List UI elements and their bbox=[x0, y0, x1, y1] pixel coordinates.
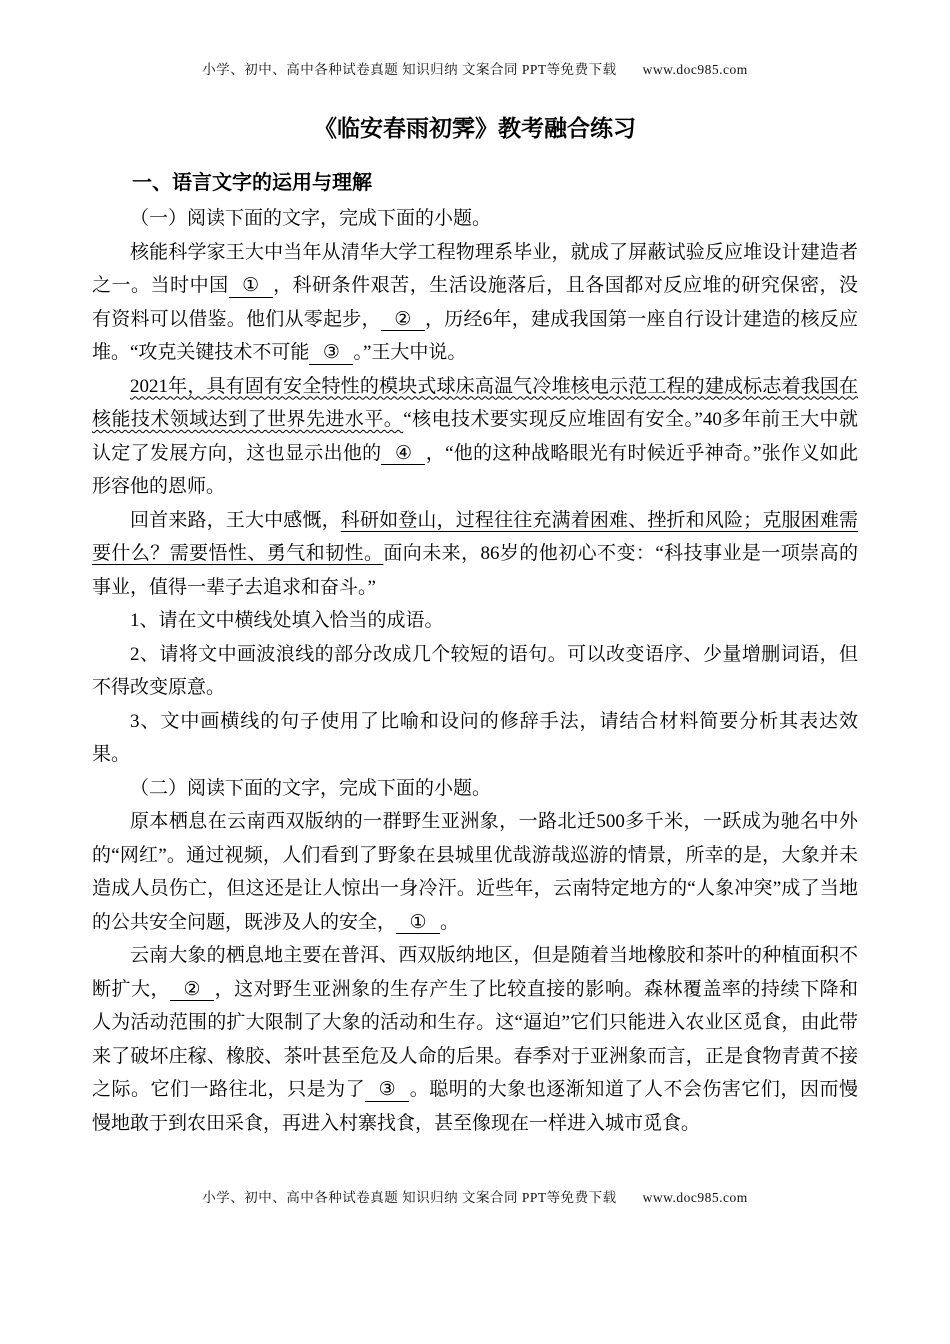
text-run: 。聪明的大象也逐渐知道了人不会伤害它们，因而慢慢地敢于到农田采食，再进入村寨找食，甚至像现在一样进入城市觅食。 bbox=[92, 1079, 858, 1134]
text-run: 面向未来，86岁的他初心不变：“科技事业是一项崇高的事业，值得一辈子去追求和奋斗。” bbox=[92, 543, 858, 598]
fill-in-blank-5 bbox=[396, 912, 440, 935]
fill-in-blank-7 bbox=[365, 1079, 409, 1102]
circled-number-1b: ① bbox=[409, 911, 427, 933]
paragraph-elephants-2 bbox=[92, 939, 858, 1140]
text-run: 。 bbox=[440, 911, 460, 933]
fill-in-blank-2 bbox=[381, 309, 425, 332]
text-run: 回首来路，王大中感慨， bbox=[130, 509, 341, 531]
question-3: 3、文中画横线的句子使用了比喻和设问的修辞手法，请结合材料简要分析其表达效果。 bbox=[92, 710, 858, 765]
header-text: 小学、初中、高中各种试卷真题 知识归纳 文案合同 PPT等免费下载 bbox=[202, 62, 617, 77]
circled-number-2b: ② bbox=[183, 978, 201, 1000]
text-run: 。”王大中说。 bbox=[353, 342, 467, 363]
question-1: 1、请在文中横线处填入恰当的成语。 bbox=[130, 610, 444, 631]
header-site-url: www.doc985.com bbox=[642, 62, 748, 77]
paragraph-elephants-1 bbox=[92, 805, 858, 939]
circled-number-1: ① bbox=[242, 275, 260, 296]
footer-site-url: www.doc985.com bbox=[642, 1190, 748, 1205]
text-run: 云南大象的栖息地主要在普洱、西双版纳地区，但是随着当地橡胶和茶叶的种植面积不断扩大， bbox=[92, 945, 858, 1000]
text-run: ，科研条件艰苦，生活设施落后，且各国都对反应堆的研究保密，没有资料可以借鉴。他们从零起步， bbox=[92, 275, 858, 330]
question-2: 2、请将文中画波浪线的部分改成几个较短的语句。可以改变语序、少量增删词语，但不得改变原意。 bbox=[92, 643, 858, 698]
section-heading-language-use: 一、语言文字的运用与理解 bbox=[132, 172, 372, 194]
page-title: 《临安春雨初霁》教考融合练习 bbox=[314, 116, 636, 141]
page-footer bbox=[0, 1186, 950, 1206]
circled-number-3b: ③ bbox=[378, 1079, 396, 1100]
fill-in-blank-1 bbox=[229, 275, 273, 298]
page-header bbox=[92, 58, 858, 78]
text-run: “核电技术要实现反应堆固有安全。”40多年前王大中就认定了发展方向，这也显示出他的 bbox=[92, 409, 858, 464]
text-run: ，这对野生亚洲象的生存产生了比较直接的影响。森林覆盖率的持续下降和人为活动范围的扩大限制了大象的活动和生存。这“逼迫”它们只能进入农业区觅食，由此带来了破坏庄稼、橡胶、茶叶甚至危及人命的后果。春季对于亚洲象而言，正是食物青黄不接之际。它们一路往北，只是为了 bbox=[92, 978, 858, 1100]
text-run: ，“他的这种战略眼光有时候近乎神奇。”张作义如此形容他的恩师。 bbox=[92, 442, 858, 497]
wavy-underlined-sentence: 2021年，具有固有安全特性的模块式球床高温气冷堆核电示范工程的建成标志着我国在核能技术领域达到了世界先进水平。 bbox=[92, 375, 858, 430]
underlined-sentence: 科研如登山，过程往往充满着困难、挫折和风险；克服困难需要什么？需要悟性、勇气和韧性。 bbox=[92, 509, 858, 564]
part2-intro: （二）阅读下面的文字，完成下面的小题。 bbox=[130, 777, 492, 799]
footer-text: 小学、初中、高中各种试卷真题 知识归纳 文案合同 PPT等免费下载 bbox=[202, 1190, 617, 1205]
text-run: 原本栖息在云南西双版纳的一群野生亚洲象，一路北迁500多千米，一跃成为驰名中外的“网红”。通过视频，人们看到了野象在县城里优哉游哉巡游的情景，所幸的是，大象并未造成人员伤亡，但这还是让人惊出一身冷汗。近些年，云南特定地方的“人象冲突”成了当地的公共安全问题，既涉及人的安全， bbox=[92, 811, 858, 933]
text-run: ，历经6年，建成我国第一座自行设计建造的核反应堆。“攻克关键技术不可能 bbox=[92, 308, 858, 363]
paragraph-nuclear-scientist bbox=[92, 236, 858, 370]
circled-number-3: ③ bbox=[322, 342, 340, 363]
text-run: 核能科学家王大中当年从清华大学工程物理系毕业，就成了屏蔽试验反应堆设计建造者之一。当时中国 bbox=[92, 241, 858, 296]
paragraph-2021-reactor bbox=[92, 370, 858, 504]
fill-in-blank-6 bbox=[170, 979, 214, 1002]
part1-intro: （一）阅读下面的文字，完成下面的小题。 bbox=[130, 208, 492, 229]
fill-in-blank-4 bbox=[381, 443, 425, 466]
circled-number-2: ② bbox=[394, 308, 412, 330]
circled-number-4: ④ bbox=[394, 442, 412, 464]
paragraph-looking-back bbox=[92, 504, 858, 605]
fill-in-blank-3 bbox=[309, 342, 353, 365]
